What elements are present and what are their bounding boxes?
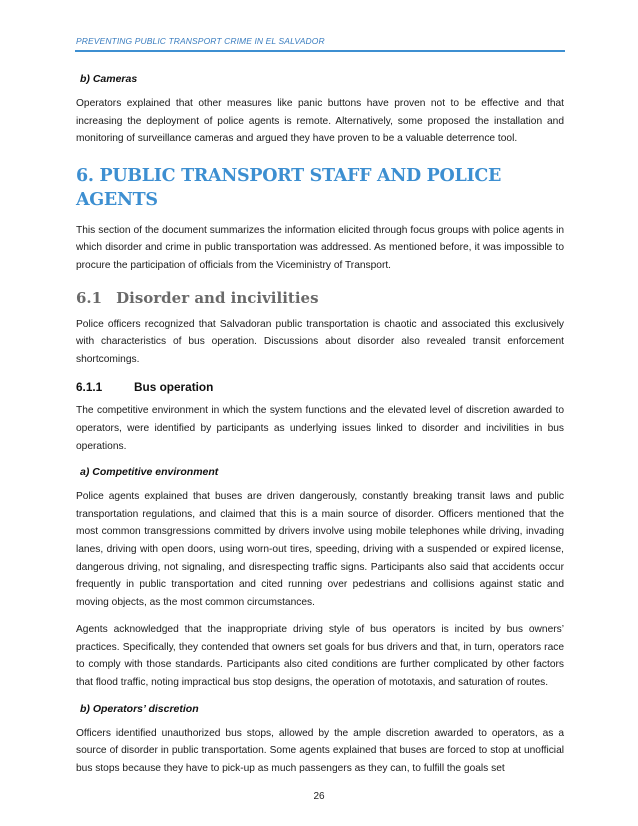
section-6-heading: 6. PUBLIC TRANSPORT STAFF AND POLICE AGENTS (76, 165, 502, 210)
page-number: 26 (313, 791, 325, 802)
section-6-1-1-number: 6.1.1 (76, 380, 103, 395)
competitive-paragraph-1: Police agents explained that buses are driven dangerously, constantly breaking transit laws and public transportation regulations, and claimed that this is a main source of disorder. Officers mentioned that the most common transgressions committed by drivers involve using mobile telephones while driving, invading lanes, driving with open doors, using worn-out tires, speeding, driving with a suspended or expired license, dangerous driving, not signaling, and disrespecting traffic signs. Participants also said that accidents occur frequently in public transportation and cited running over pedestrians and collisions against static and moving objects, as the most common circumstances. (76, 491, 564, 608)
subsection-heading-cameras: b) Cameras (80, 73, 138, 85)
section-6-1-number: 6.1 (76, 288, 103, 307)
section-6-1-heading (76, 287, 564, 309)
running-header: PREVENTING PUBLIC TRANSPORT CRIME IN EL SALVADOR (76, 36, 325, 46)
section-6-paragraph: This section of the document summarizes the information elicited through focus groups with police agents in which disorder and crime in public transportation was addressed. As mentioned before, it was impossible to procure the participation of officials from the Viceministry of Transport. (76, 224, 564, 271)
section-6-1-1-paragraph: The competitive environment in which the system functions and the elevated level of discretion awarded to operators, were identified by participants as underlying issues linked to disorder and incivilities in bus operations. (76, 405, 564, 452)
subsection-heading-discretion: b) Operators’ discretion (80, 702, 199, 715)
discretion-paragraph: Officers identified unauthorized bus stops, allowed by the ample discretion awarded to operators, as a source of disorder in public transportation. Some agents explained that buses are forced to stop at unofficial bus stops because they have to pick-up as much passengers as they can, to fulfill the goals set (76, 727, 564, 774)
header-rule (75, 50, 565, 52)
competitive-paragraph-2: Agents acknowledged that the inappropriate driving style of bus operators is incited by bus owners’ practices. Specifically, they contended that owners set goals for bus drivers and that, in turn, operators race to comply with those standards. Participants also cited conditions are further complicated by other factors that flood traffic, noting impractical bus stop designs, the operation of mototaxis, and saturation of routes. (76, 624, 564, 689)
subsection-heading-competitive: a) Competitive environment (80, 466, 219, 479)
section-6-1-title: Disorder and incivilities (116, 288, 319, 307)
section-6-1-1-title: Bus operation (134, 380, 214, 395)
section-6-1-1-heading (76, 378, 564, 396)
page-content (76, 72, 564, 787)
section-6-1-paragraph: Police officers recognized that Salvadoran public transportation is chaotic and associated this exclusively with characteristics of bus operation. Discussions about disorder also revealed transit enforcement shortcomings. (76, 318, 564, 365)
cameras-paragraph: Operators explained that other measures like panic buttons have proven not to be effective and that increasing the deployment of police agents is remote. Alternatively, some proposed the installation and monitoring of surveillance cameras and argued they have proven to be a valuable deterrence tool. (76, 98, 564, 145)
